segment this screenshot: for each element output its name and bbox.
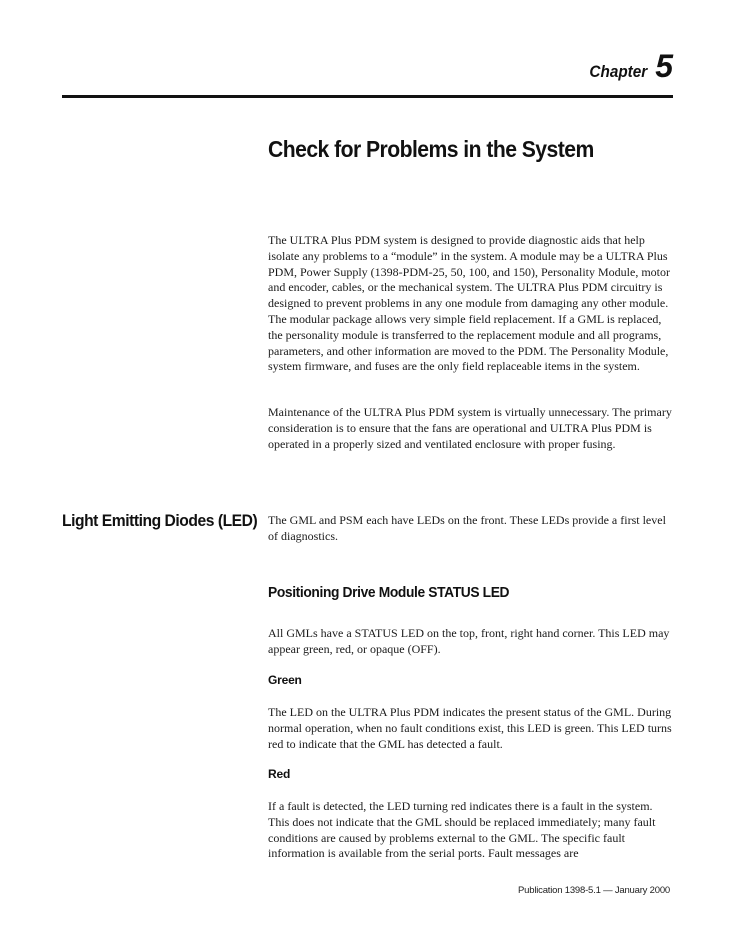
chapter-header xyxy=(583,50,673,82)
led-section-text: The GML and PSM each have LEDs on the front. These LEDs provide a first level of diagnostics. xyxy=(268,513,666,543)
green-heading: Green xyxy=(268,673,302,687)
chapter-label: Chapter xyxy=(589,62,648,81)
red-heading: Red xyxy=(268,767,291,781)
publication-footer: Publication 1398-5.1 — January 2000 xyxy=(518,885,670,896)
green-text: The LED on the ULTRA Plus PDM indicates the present status of the GML. During normal operation, when no fault conditions exist, this LED is green. This LED turns red to indicate that the GML has detected a fault. xyxy=(268,705,672,751)
status-led-heading: Positioning Drive Module STATUS LED xyxy=(268,584,510,601)
led-section-heading: Light Emitting Diodes (LED) xyxy=(62,511,258,530)
page-title: Check for Problems in the System xyxy=(268,136,594,162)
chapter-rule xyxy=(62,95,673,98)
intro-paragraph-2: Maintenance of the ULTRA Plus PDM system is virtually unnecessary. The primary consideration is to ensure that the fans are operational and ULTRA Plus PDM is operated in a properly sized and ventilated enclosure with proper fusing. xyxy=(268,405,672,451)
intro-paragraph-1: The ULTRA Plus PDM system is designed to provide diagnostic aids that help isolate any problems to a “module” in the system. A module may be a ULTRA Plus PDM, Power Supply (1398-PDM-25, 50, 100, and 150), Personality Module, motor and encoder, cables, or the mechanical system. The ULTRA Plus PDM circuitry is designed to prevent problems in any one module from damaging any other module. The modular package allows very simple field replacement. If a GML is replaced, the personality module is transferred to the replacement module and all programs, parameters, and other information are moved to the PDM. The Personality Module, system firmware, and fuses are the only field replaceable items in the system. xyxy=(268,233,670,374)
chapter-number: 5 xyxy=(655,48,673,84)
status-led-text: All GMLs have a STATUS LED on the top, front, right hand corner. This LED may appear green, red, or opaque (OFF). xyxy=(268,626,670,656)
red-text: If a fault is detected, the LED turning red indicates there is a fault in the system. This does not indicate that the GML should be replaced immediately; many fault conditions are caused by problems external to the GML. The specific fault information is available from the serial ports. Fault messages are xyxy=(268,799,656,861)
